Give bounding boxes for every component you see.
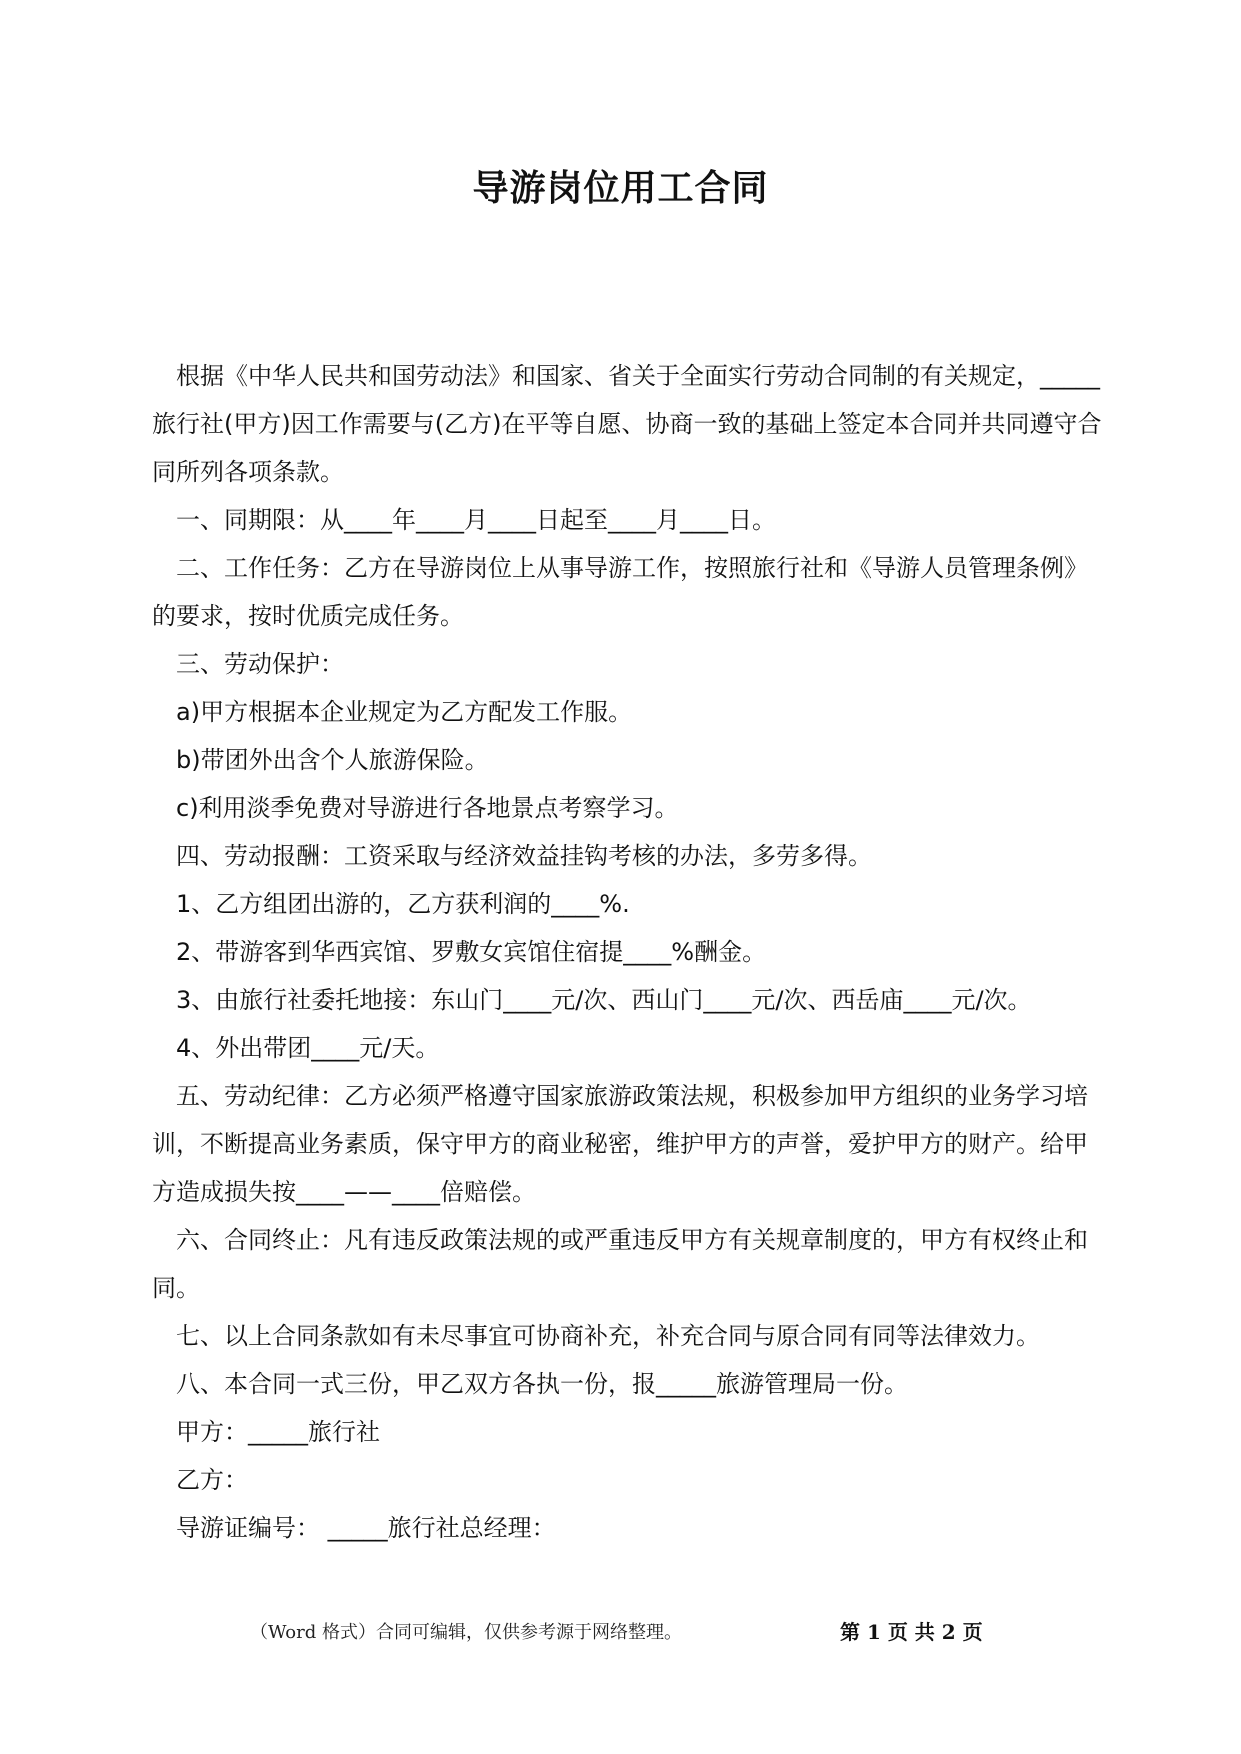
clause-termination: 六、合同终止：凡有违反政策法规的或严重违反甲方有关规章制度的，甲方有权终止和同。 bbox=[152, 1226, 1088, 1302]
clause-term: 一、同期限：从____年____月____日起至____月____日。 bbox=[176, 506, 776, 534]
pay-item-3: 3、由旅行社委托地接：东山门____元/次、西山门____元/次、西岳庙____元/次。 bbox=[176, 986, 1032, 1014]
clause-protection: 三、劳动保护： bbox=[176, 650, 344, 678]
clause-pay: 四、劳动报酬：工资采取与经济效益挂钩考核的办法，多劳多得。 bbox=[176, 842, 872, 870]
contract-body bbox=[152, 352, 1102, 1552]
page-number: 第 1 页 共 2 页 bbox=[840, 1620, 983, 1644]
protection-item-b: b)带团外出含个人旅游保险。 bbox=[176, 746, 489, 774]
clause-supplement: 七、以上合同条款如有未尽事宜可协商补充，补充合同与原合同有同等法律效力。 bbox=[176, 1322, 1040, 1350]
clause-copies: 八、本合同一式三份，甲乙双方各执一份，报_____旅游管理局一份。 bbox=[176, 1370, 908, 1398]
clause-duties: 二、工作任务：乙方在导游岗位上从事导游工作，按照旅行社和《导游人员管理条例》的要求，按时优质完成任务。 bbox=[152, 554, 1088, 630]
pay-item-4: 4、外出带团____元/天。 bbox=[176, 1034, 440, 1062]
protection-item-a: a)甲方根据本企业规定为乙方配发工作服。 bbox=[176, 698, 633, 726]
protection-item-c: c)利用淡季免费对导游进行各地景点考察学习。 bbox=[176, 794, 679, 822]
pay-item-1: 1、乙方组团出游的，乙方获利润的____%. bbox=[176, 890, 630, 918]
intro-paragraph: 根据《中华人民共和国劳动法》和国家、省关于全面实行劳动合同制的有关规定，_____旅行社(甲方)因工作需要与(乙方)在平等自愿、协商一致的基础上签定本合同并共同遵守合同所列各项条款。 bbox=[152, 362, 1102, 486]
guide-license-line: 导游证编号： _____旅行社总经理： bbox=[176, 1514, 556, 1542]
party-a-line: 甲方：_____旅行社 bbox=[176, 1418, 380, 1446]
document-title: 导游岗位用工合同 bbox=[472, 168, 769, 209]
clause-discipline: 五、劳动纪律：乙方必须严格遵守国家旅游政策法规，积极参加甲方组织的业务学习培训，不断提高业务素质，保守甲方的商业秘密，维护甲方的声誉，爱护甲方的财产。给甲方造成损失按____——____倍赔偿。 bbox=[152, 1082, 1088, 1206]
party-b-line: 乙方： bbox=[176, 1466, 248, 1494]
pay-item-2: 2、带游客到华西宾馆、罗敷女宾馆住宿提____%酬金。 bbox=[176, 938, 767, 966]
footer-note: （Word 格式）合同可编辑，仅供参考源于网络整理。 bbox=[250, 1622, 682, 1643]
